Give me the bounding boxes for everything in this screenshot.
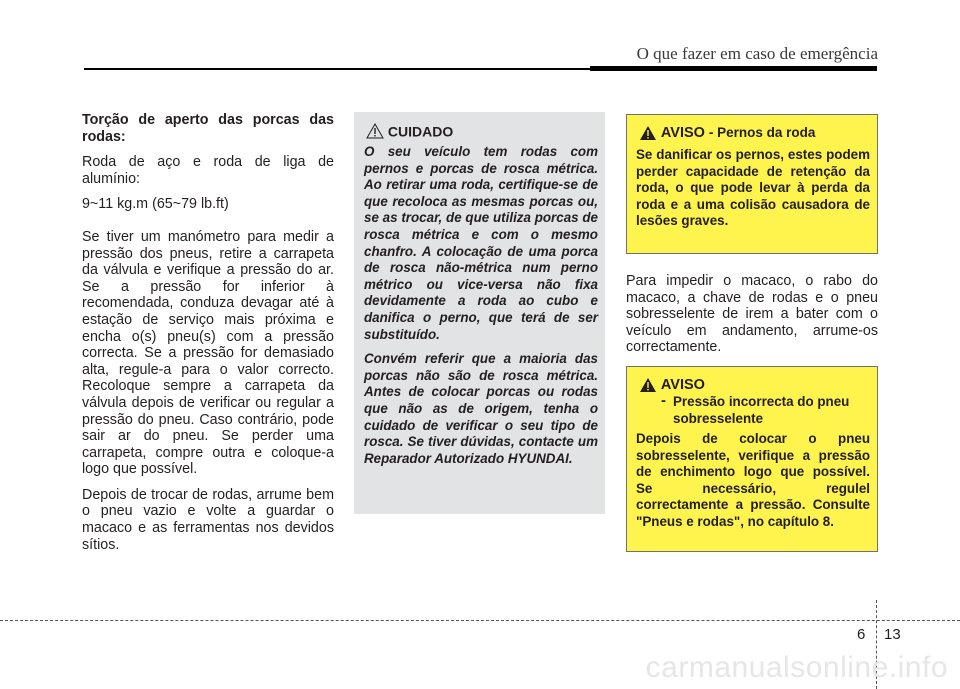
warning-dash: - (661, 392, 666, 409)
caution-body (364, 144, 598, 475)
pressure-paragraph: Se tiver um manómetro para medir a pressão dos pneus, retire a carrapeta da válvula e verifique a pressão do ar. Se a pressão for inferior à recomendada, conduza devagar até à estação de serviço mais próxima e encha o(s) pneu(s) com a pressão correcta. Se a pressão for demasiado alta, regule-a para o valor correcto. Recoloque sempre a carrapeta da válvula depois de verificar ou regular a pressão do pneu. Caso contrário, pode sair ar do pneu. Se perder uma carrapeta, compre outra e coloque-a logo que possível. (82, 228, 334, 478)
warning-subtitle-row (661, 394, 861, 427)
warning-body: Depois de colocar o pneu sobresselente, verifique a pressão de enchimento logo que possível. Se necessário, regulel correctamente a pressão. Consulte "Pneus e rodas", no capítulo 8. (636, 431, 870, 529)
warning-subtitle: Pressão incorrecta do pneu sobresselente (673, 394, 850, 426)
warning-triangle-icon (639, 377, 657, 393)
page-number: 13 (884, 626, 901, 643)
warning-word: AVISO (660, 377, 705, 393)
caution-paragraph-2: Convém referir que a maioria das porcas não são de rosca métrica. Antes de colocar porcas ou rodas que não as de origem, tenha o cuidado de verificar o seu tipo de rosca. Se tiver dúvidas, contacte um Reparador Autorizado HYUNDAI. (364, 351, 598, 466)
storage-paragraph: Depois de trocar de rodas, arrume bem o pneu vazio e volte a guardar o macaco e as ferramentas nos devidos sítios. (82, 486, 334, 553)
warning-triangle-icon (639, 125, 657, 141)
footer-rule (0, 620, 960, 621)
caution-box (354, 112, 605, 514)
warning-subtitle: - Pernos da roda (708, 125, 816, 140)
warning-title-row (639, 376, 705, 393)
caution-triangle-icon (366, 123, 384, 139)
warning-word: AVISO (660, 125, 705, 141)
chapter-number: 6 (857, 626, 866, 643)
caution-title: CUIDADO (387, 123, 454, 140)
warning-box-spare-pressure (626, 366, 878, 552)
header-rule-accent (590, 66, 877, 71)
caution-title-row (366, 122, 453, 139)
warning-body: Se danificar os pernos, estes podem perder capacidade de retenção da roda, o que pode levar à perda da roda e a uma colisão causadora de lesões graves. (636, 147, 870, 229)
caution-paragraph-1: O seu veículo tem rodas com pernos e porcas de rosca métrica. Ao retirar uma roda, certifique-se de que recoloca as mesmas porcas ou, se as trocar, de que utiliza porcas de rosca métrica e com o mesmo chanfro. A colocação de uma porca de rosca não-métrica num perno métrico ou vice-versa não fixa devidamente a roda ao cubo e danifica o perno, que terá de ser substituído. (364, 144, 598, 342)
page-header-title: O que fazer em caso de emergência (636, 44, 878, 63)
warning-box-wheel-studs (626, 114, 878, 254)
jack-storage-paragraph: Para impedir o macaco, o rabo do macaco, a chave de rodas e o pneu sobresselente de irem a bater com o veículo em andamento, arrume-os correctamente. (626, 273, 878, 356)
torque-heading: Torção de aperto das porcas das rodas: (82, 112, 334, 145)
watermark: carmanualsonline.info (645, 651, 948, 684)
torque-value: 9~11 kg.m (65~79 lb.ft) (82, 196, 229, 213)
wheel-type-text: Roda de aço e roda de liga de alumínio: (82, 154, 334, 187)
column-1 (82, 112, 334, 562)
warning-title-row (639, 124, 815, 141)
column-3-text (626, 273, 878, 356)
